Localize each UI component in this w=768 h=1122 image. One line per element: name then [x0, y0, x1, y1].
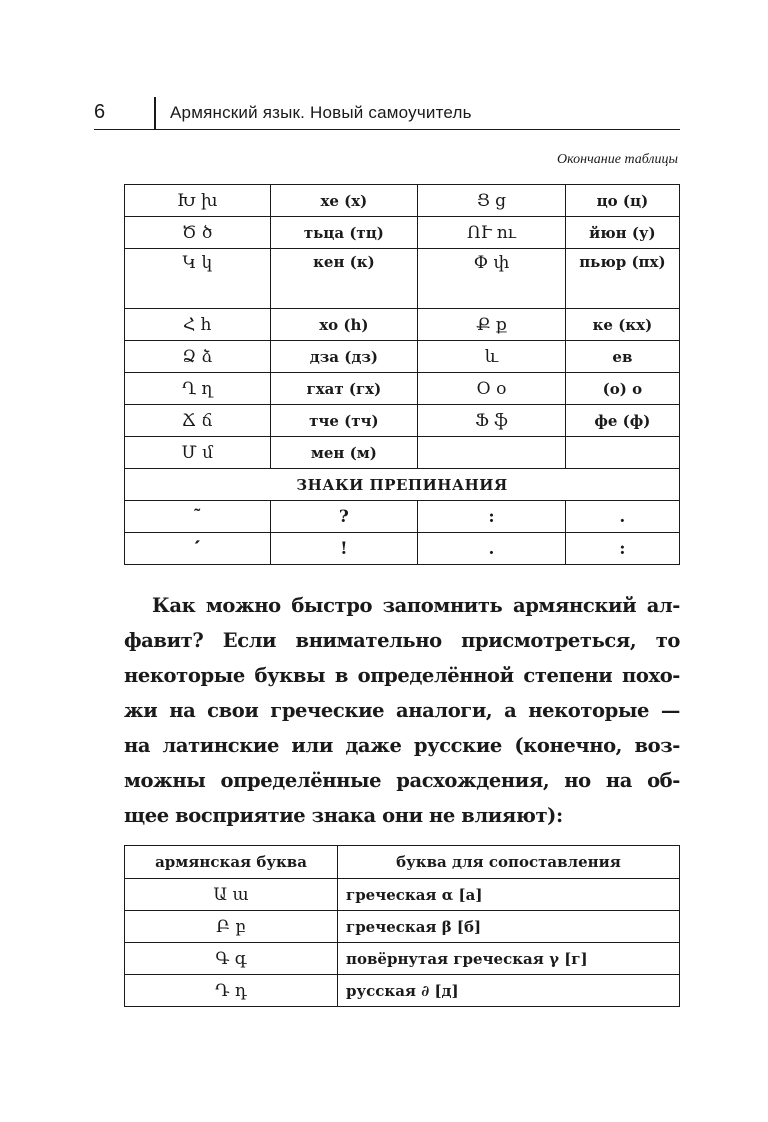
punctuation-row: [125, 533, 680, 565]
page-header: [94, 97, 680, 130]
comparison-header-row: [125, 846, 680, 879]
armenian-letter-cell: Դ դ: [125, 975, 338, 1007]
armenian-letter-cell: ՈՒ ու: [418, 217, 566, 249]
comparison-table: [124, 845, 680, 1007]
comparison-row: [125, 879, 680, 911]
armenian-letter-cell: Ղ ղ: [125, 373, 271, 405]
alphabet-table-body: [125, 185, 680, 565]
header-divider: [154, 97, 156, 129]
column-header-comparison: буква для сопоставления: [338, 846, 680, 879]
punctuation-mark-cell: .: [565, 501, 679, 533]
letter-name-cell: фе (ф): [565, 405, 679, 437]
paragraph-line: можны определённые расхождения, но на об-: [124, 769, 680, 792]
comparison-row: [125, 975, 680, 1007]
punctuation-mark-cell: ?: [270, 501, 418, 533]
paragraph-line: щее восприятие знака они не влияют):: [124, 804, 563, 827]
paragraph-line: Как можно быстро запомнить армянский ал-: [152, 594, 680, 617]
letter-name-cell: тче (тч): [270, 405, 418, 437]
punctuation-title-row: [125, 469, 680, 501]
armenian-letter-cell: Ֆ ֆ: [418, 405, 566, 437]
letter-name-cell: хе (х): [270, 185, 418, 217]
letter-name-cell: тьца (тц): [270, 217, 418, 249]
punctuation-mark-cell: .: [418, 533, 566, 565]
body-paragraph: [124, 588, 680, 833]
armenian-letter-cell: Օ օ: [418, 373, 566, 405]
punctuation-mark-cell: ՛: [125, 533, 271, 565]
paragraph-line: жи на свои греческие аналоги, а некоторые —: [124, 699, 680, 722]
alphabet-row: [125, 341, 680, 373]
alphabet-row: [125, 249, 680, 309]
armenian-letter-cell: Հ հ: [125, 309, 271, 341]
alphabet-row: [125, 373, 680, 405]
comparison-letter-cell: греческая β [б]: [338, 911, 680, 943]
alphabet-row: [125, 405, 680, 437]
armenian-letter-cell: Ձ ձ: [125, 341, 271, 373]
punctuation-row: [125, 501, 680, 533]
letter-name-cell: хо (h): [270, 309, 418, 341]
letter-name-cell: дза (дз): [270, 341, 418, 373]
paragraph-line: на латинские или даже русские (конечно, воз-: [124, 734, 680, 757]
comparison-row: [125, 943, 680, 975]
letter-name-cell: ке (кх): [565, 309, 679, 341]
letter-name-cell: [565, 437, 679, 469]
armenian-letter-cell: Գ գ: [125, 943, 338, 975]
letter-name-cell: (о) о: [565, 373, 679, 405]
letter-name-cell: ев: [565, 341, 679, 373]
column-header-armenian: армянская буква: [125, 846, 338, 879]
armenian-letter-cell: Ք ք: [418, 309, 566, 341]
alphabet-row: [125, 185, 680, 217]
punctuation-mark-cell: :: [565, 533, 679, 565]
letter-name-cell: пьюр (пх): [565, 249, 679, 309]
paragraph-line: некоторые буквы в определённой степени похо-: [124, 664, 680, 687]
armenian-letter-cell: Ց ց: [418, 185, 566, 217]
alphabet-row: [125, 217, 680, 249]
armenian-letter-cell: Ճ ճ: [125, 405, 271, 437]
armenian-letter-cell: Փ փ: [418, 249, 566, 309]
letter-name-cell: йюн (у): [565, 217, 679, 249]
armenian-letter-cell: և: [418, 341, 566, 373]
punctuation-mark-cell: ˜: [125, 501, 271, 533]
comparison-letter-cell: русская ∂ [д]: [338, 975, 680, 1007]
alphabet-row: [125, 437, 680, 469]
alphabet-table: [124, 184, 680, 565]
armenian-letter-cell: Ա ա: [125, 879, 338, 911]
comparison-table-body: [125, 879, 680, 1007]
comparison-row: [125, 911, 680, 943]
letter-name-cell: гхат (гх): [270, 373, 418, 405]
comparison-letter-cell: греческая α [а]: [338, 879, 680, 911]
punctuation-mark-cell: !: [270, 533, 418, 565]
armenian-letter-cell: Բ բ: [125, 911, 338, 943]
armenian-letter-cell: Խ խ: [125, 185, 271, 217]
letter-name-cell: цо (ц): [565, 185, 679, 217]
letter-name-cell: мен (м): [270, 437, 418, 469]
punctuation-section-title: ЗНАКИ ПРЕПИНАНИЯ: [125, 469, 680, 501]
armenian-letter-cell: Մ մ: [125, 437, 271, 469]
armenian-letter-cell: Կ կ: [125, 249, 271, 309]
alphabet-row: [125, 309, 680, 341]
punctuation-mark-cell: :: [418, 501, 566, 533]
letter-name-cell: кен (к): [270, 249, 418, 309]
running-title: Армянский язык. Новый самоучитель: [170, 103, 472, 122]
armenian-letter-cell: Ծ ծ: [125, 217, 271, 249]
armenian-letter-cell: [418, 437, 566, 469]
comparison-letter-cell: повёрнутая греческая γ [г]: [338, 943, 680, 975]
paragraph-line: фавит? Если внимательно присмотреться, то: [124, 629, 680, 652]
table-caption: Окончание таблицы: [557, 152, 678, 167]
page-number: 6: [94, 101, 106, 123]
